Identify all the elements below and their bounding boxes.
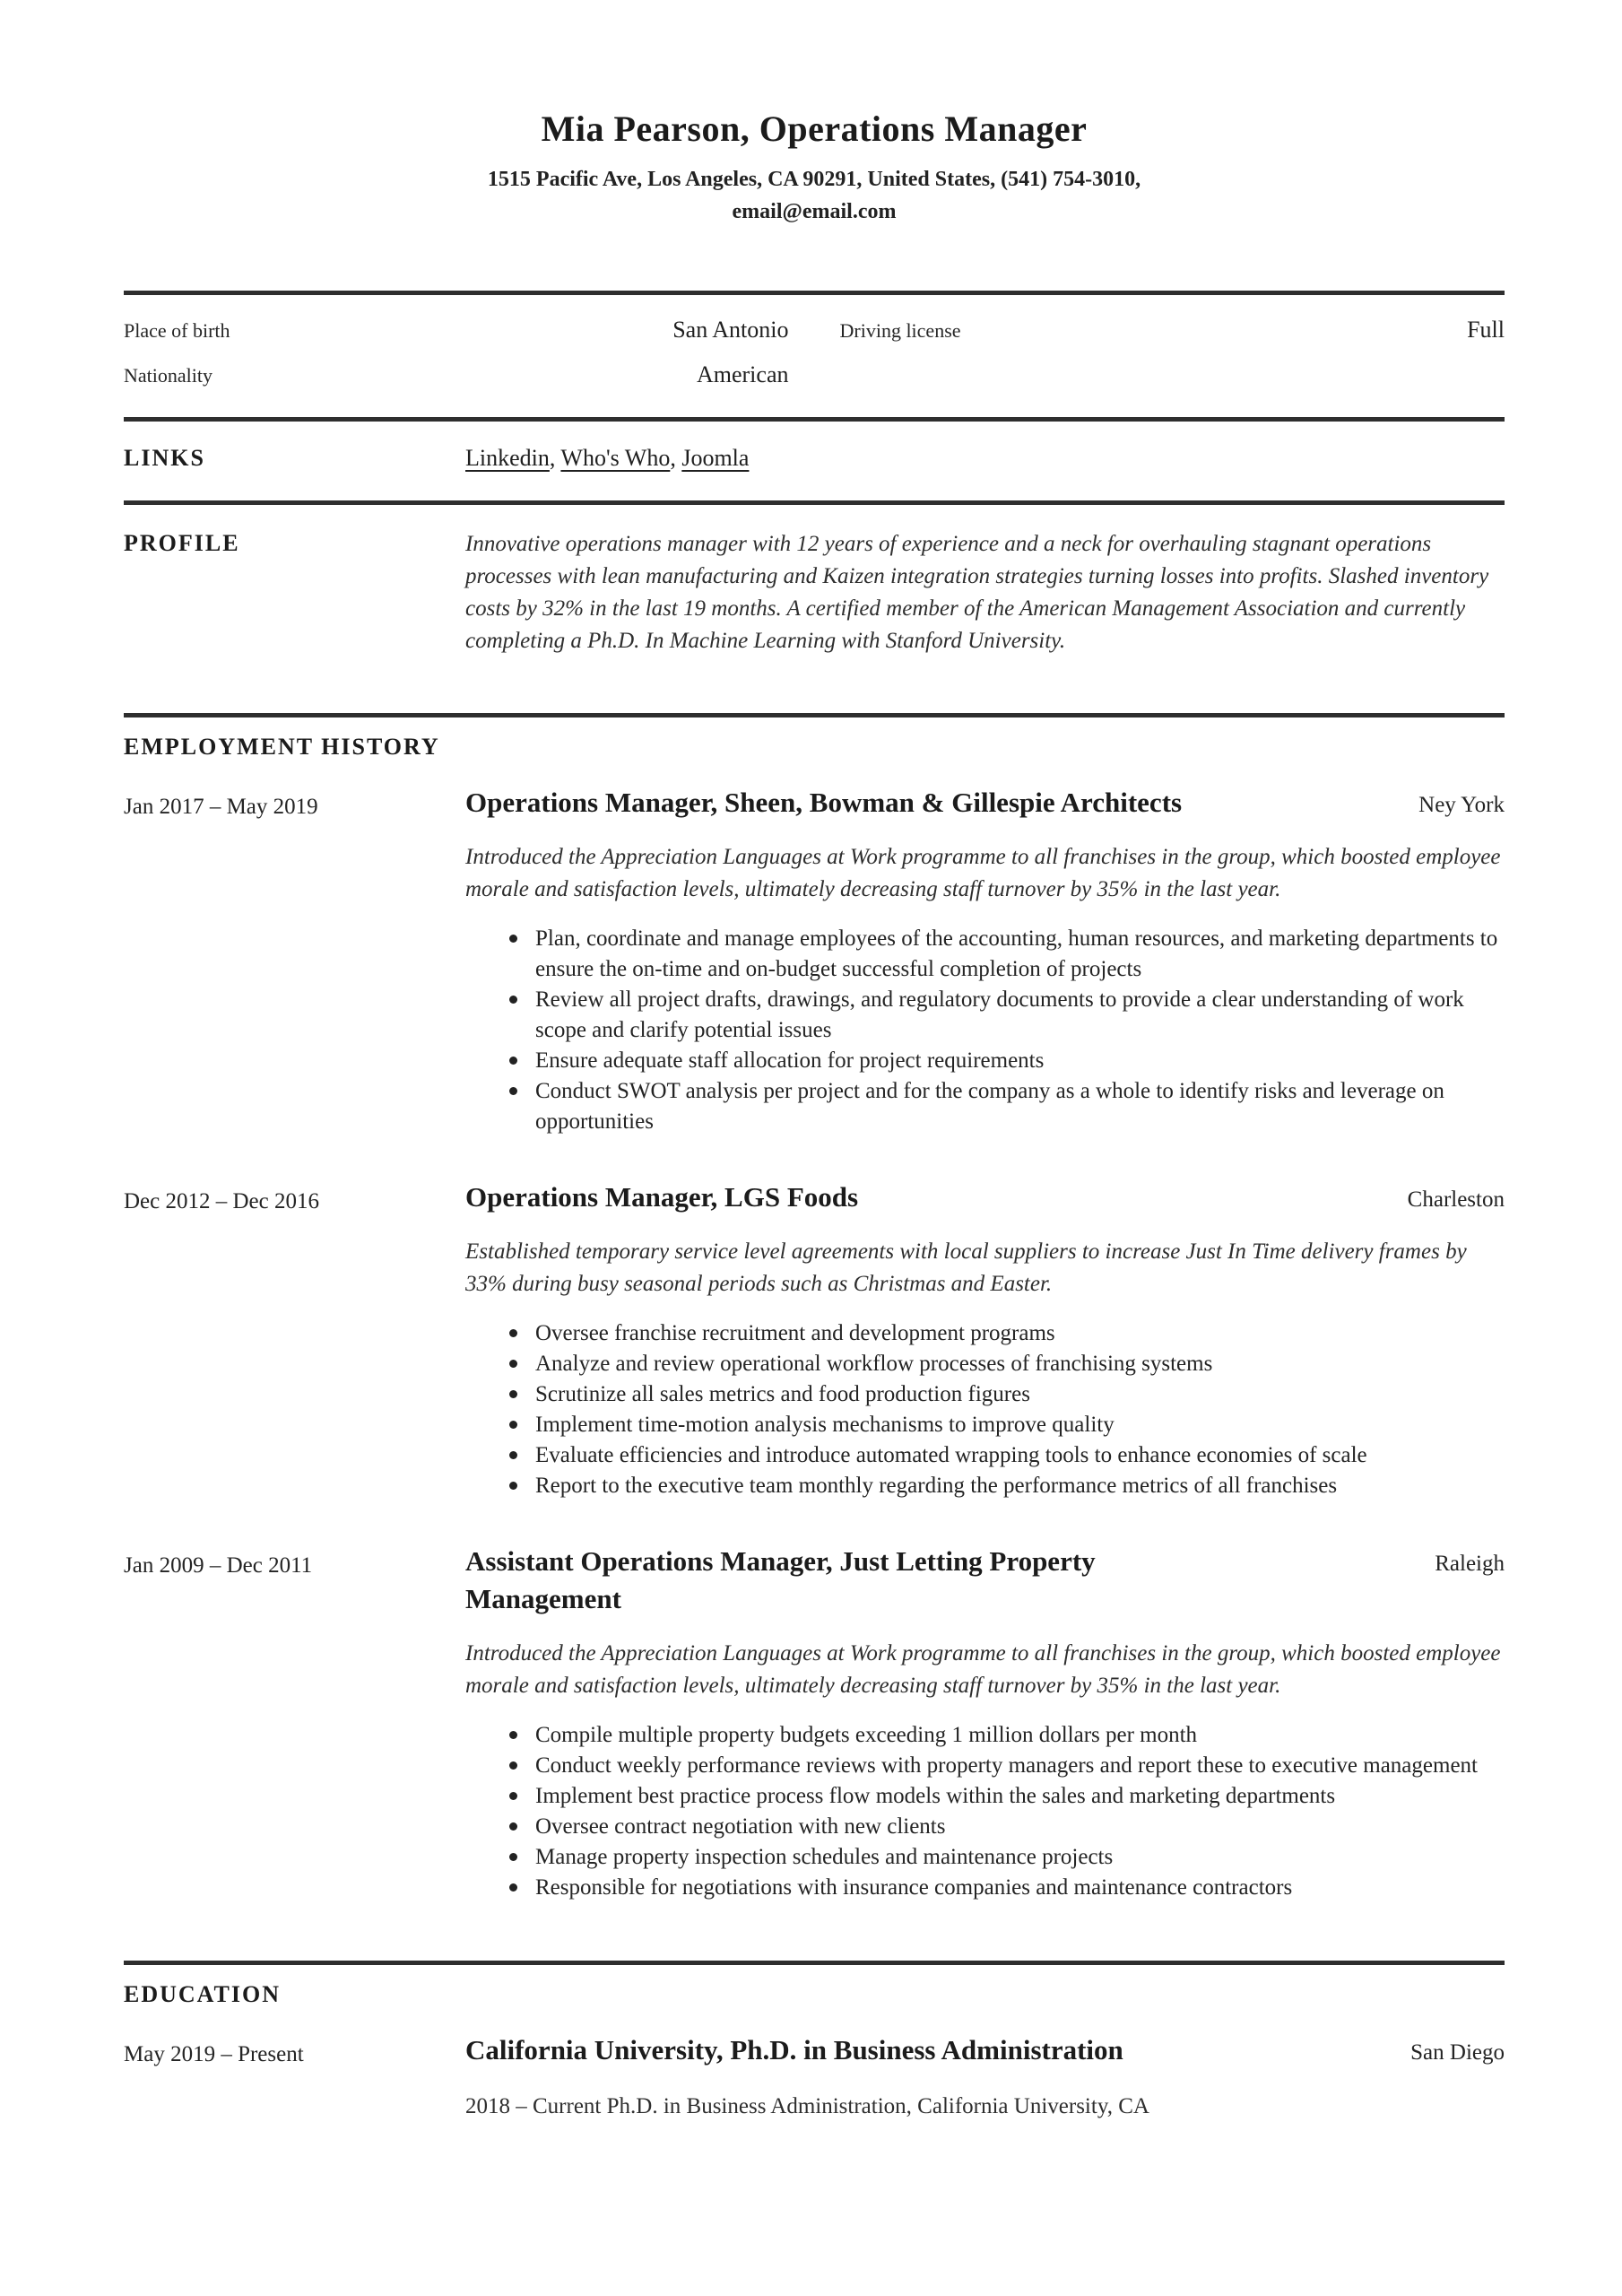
- employment-history-heading: EMPLOYMENT HISTORY: [124, 734, 440, 760]
- detail-place-of-birth: [124, 317, 789, 344]
- job-bullet: Report to the executive team monthly regarding the performance metrics of all franchises: [465, 1471, 1505, 1501]
- job-bullet: Oversee franchise recruitment and development programs: [465, 1318, 1505, 1349]
- job-bullet: Manage property inspection schedules and maintenance projects: [465, 1842, 1505, 1873]
- job-bullet: Implement best practice process flow models within the sales and marketing departments: [465, 1781, 1505, 1812]
- entry-body: [465, 2031, 1505, 2123]
- education-heading: EDUCATION: [124, 1981, 281, 2007]
- entry-body: [465, 1178, 1505, 1501]
- entry-dates: Jan 2009 – Dec 2011: [124, 1553, 313, 1578]
- job-bullet: Analyze and review operational workflow processes of franchising systems: [465, 1349, 1505, 1379]
- job-bullet: Conduct weekly performance reviews with property managers and report these to executive management: [465, 1751, 1505, 1781]
- detail-value: Full: [1467, 317, 1505, 343]
- header: [124, 0, 1505, 228]
- details-section: [124, 291, 1505, 417]
- profile-text: Innovative operations manager with 12 years of experience and a neck for overhauling stagnant operations processes with lean manufacturing and Kaizen integration strategies turning losses into profits. Slashed inventory costs by 32% in the last 19 months. A certified member of the American Management Association and currently completing a Ph.D. In Machine Learning with Stanford University.: [465, 532, 1489, 653]
- profile-heading: PROFILE: [124, 530, 240, 556]
- entry-title-row: [465, 1178, 1505, 1216]
- employment-entries: [124, 784, 1505, 1903]
- links-list: [465, 443, 1505, 474]
- links-heading: LINKS: [124, 445, 205, 471]
- job-bullet: Ensure adequate staff allocation for project requirements: [465, 1046, 1505, 1076]
- link-separator: ,: [549, 445, 561, 471]
- contact-block: [124, 163, 1505, 228]
- job-location: Ney York: [1418, 793, 1505, 817]
- detail-label: Driving license: [839, 319, 961, 342]
- contact-line-1: 1515 Pacific Ave, Los Angeles, CA 90291, United States, (541) 754-3010,: [487, 168, 1141, 191]
- education-section: [124, 1961, 1505, 2123]
- entry-dates: Jan 2017 – May 2019: [124, 795, 318, 819]
- job-bullet: Implement time-motion analysis mechanisms to improve quality: [465, 1410, 1505, 1440]
- degree-title: California University, Ph.D. in Business Administration: [465, 2034, 1123, 2066]
- job-title: Operations Manager, LGS Foods: [465, 1181, 859, 1213]
- degree-location: San Diego: [1410, 2040, 1505, 2065]
- entry-title-row: [465, 1543, 1505, 1618]
- link-joomla[interactable]: Joomla: [681, 445, 750, 471]
- detail-value: American: [696, 361, 789, 387]
- job-bullet-list: [465, 1318, 1505, 1501]
- job-bullet: Oversee contract negotiation with new clients: [465, 1812, 1505, 1842]
- job-title: Operations Manager, Sheen, Bowman & Gillespie Architects: [465, 787, 1183, 818]
- detail-value: San Antonio: [672, 317, 789, 343]
- education-entry: [124, 2031, 1505, 2123]
- job-bullet-list: [465, 924, 1505, 1137]
- entry-body: [465, 1543, 1505, 1903]
- detail-label: Nationality: [124, 364, 213, 387]
- entry-title-row: [465, 2031, 1505, 2069]
- detail-label: Place of birth: [124, 319, 230, 342]
- job-bullet: Responsible for negotiations with insurance companies and maintenance contractors: [465, 1873, 1505, 1903]
- entry-dates: May 2019 – Present: [124, 2042, 304, 2066]
- job-bullet-list: [465, 1720, 1505, 1903]
- employment-history-section: [124, 713, 1505, 1903]
- detail-driving-license: [840, 317, 1505, 344]
- job-bullet: Evaluate efficiencies and introduce automated wrapping tools to enhance economies of scale: [465, 1440, 1505, 1471]
- detail-empty-cell: [840, 361, 1505, 388]
- page-title: Mia Pearson, Operations Manager: [541, 109, 1088, 149]
- job-summary: Introduced the Appreciation Languages at Work programme to all franchises in the group, which boosted employee morale and satisfaction levels, ultimately decreasing staff turnover by 35% in the last year.: [465, 845, 1501, 901]
- job-location: Charleston: [1407, 1187, 1505, 1212]
- education-entries: [124, 2031, 1505, 2123]
- job-summary: Introduced the Appreciation Languages at Work programme to all franchises in the group, which boosted employee morale and satisfaction levels, ultimately decreasing staff turnover by 35% in the last year.: [465, 1641, 1501, 1698]
- link-separator: ,: [670, 445, 682, 471]
- employment-entry: [124, 784, 1505, 1137]
- link-whos-who[interactable]: Who's Who: [560, 445, 671, 471]
- entry-body: [465, 784, 1505, 1137]
- job-bullet: Plan, coordinate and manage employees of the accounting, human resources, and marketing departments to ensure the on-time and on-budget successful completion of projects: [465, 924, 1505, 985]
- details-grid: [124, 317, 1505, 388]
- job-bullet: Review all project drafts, drawings, and regulatory documents to provide a clear understanding of work scope and clarify potential issues: [465, 985, 1505, 1046]
- employment-entry: [124, 1178, 1505, 1501]
- job-title: Assistant Operations Manager, Just Letting Property Management: [465, 1545, 1096, 1614]
- job-bullet: Conduct SWOT analysis per project and for the company as a whole to identify risks and leverage on opportunities: [465, 1076, 1505, 1137]
- link-linkedin[interactable]: Linkedin: [465, 445, 550, 471]
- entry-title-row: [465, 784, 1505, 822]
- contact-line-2: email@email.com: [732, 200, 897, 223]
- job-location: Raleigh: [1435, 1552, 1505, 1576]
- degree-summary: 2018 – Current Ph.D. in Business Administration, California University, CA: [465, 2094, 1149, 2118]
- employment-entry: [124, 1543, 1505, 1903]
- job-summary: Established temporary service level agreements with local suppliers to increase Just In Time delivery frames by 33% during busy seasonal periods such as Christmas and Easter.: [465, 1239, 1467, 1296]
- profile-section: [124, 500, 1505, 713]
- entry-dates: Dec 2012 – Dec 2016: [124, 1189, 319, 1213]
- job-bullet: Scrutinize all sales metrics and food production figures: [465, 1379, 1505, 1410]
- links-section: [124, 417, 1505, 500]
- job-bullet: Compile multiple property budgets exceeding 1 million dollars per month: [465, 1720, 1505, 1751]
- detail-nationality: [124, 361, 789, 388]
